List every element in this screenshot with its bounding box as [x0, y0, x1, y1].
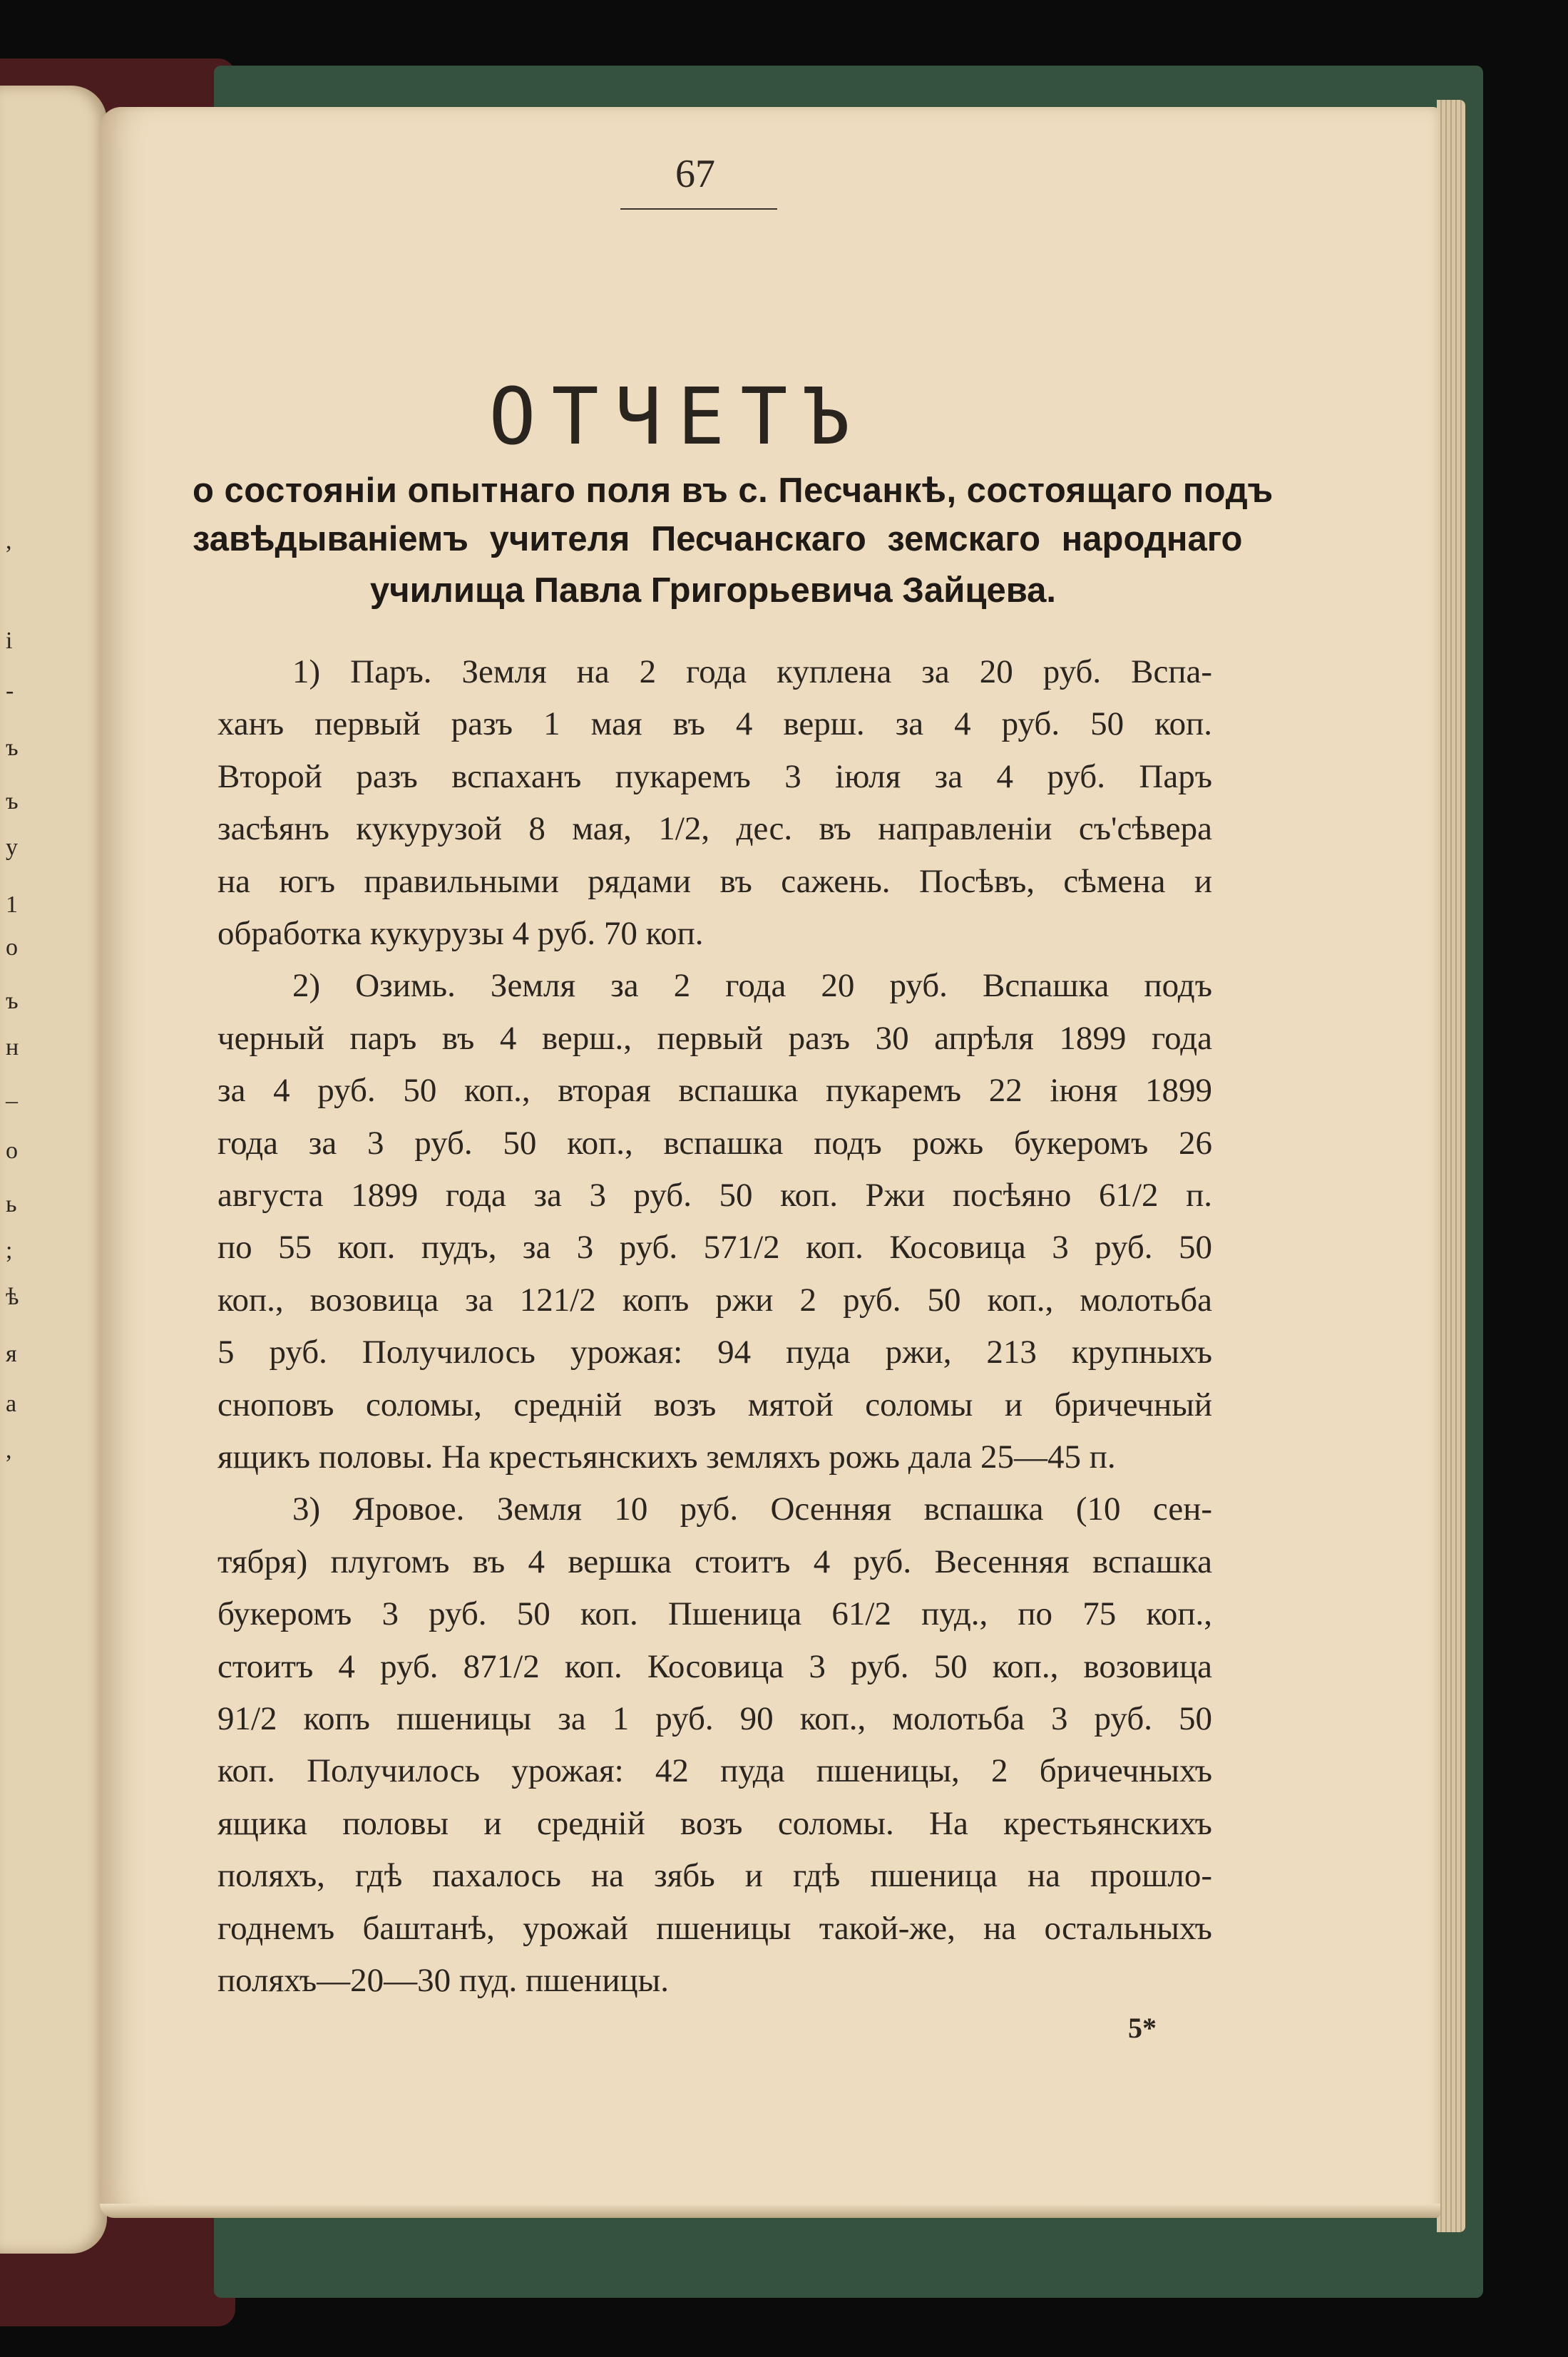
left-margin-char: ь	[6, 1191, 17, 1217]
body-line: на югъ правильными рядами въ сажень. Посѣвъ, сѣмена и	[217, 862, 1212, 900]
left-margin-char: я	[6, 1341, 17, 1367]
body-line: года за 3 руб. 50 коп., вспашка подъ рожь букеромъ 26	[217, 1124, 1212, 1162]
body-line: 3) Яровое. Земля 10 руб. Осенняя вспашка (10 сен-	[292, 1491, 1212, 1528]
left-margin-char: у	[6, 834, 18, 861]
body-line: коп., возовица за 121/2 копъ ржи 2 руб. 50 коп., молотьба	[217, 1281, 1212, 1319]
body-line: поляхъ, гдѣ пахалось на зябь и гдѣ пшеница на прошло-	[217, 1857, 1212, 1895]
left-margin-text	[0, 86, 107, 2254]
subtitle-line: училища Павла Григорьевича Зайцева.	[369, 571, 1057, 610]
body-line: стоитъ 4 руб. 871/2 коп. Косовица 3 руб. 50 коп., возовица	[217, 1647, 1212, 1685]
left-margin-char: ѣ	[6, 1284, 19, 1310]
left-margin-char: ,	[6, 528, 12, 554]
left-margin-char: н	[6, 1034, 19, 1060]
body-line: годнемъ баштанѣ, урожай пшеницы такой-же, на остальныхъ	[217, 1909, 1212, 1947]
body-line: ящикъ половы. На крестьянскихъ земляхъ рожь дала 25—45 п.	[217, 1438, 1116, 1476]
body-line: букеромъ 3 руб. 50 коп. Пшеница 61/2 пуд., по 75 коп.,	[217, 1595, 1212, 1633]
body-line: 91/2 копъ пшеницы за 1 руб. 90 коп., молотьба 3 руб. 50	[217, 1700, 1212, 1737]
left-margin-char: а	[6, 1391, 17, 1417]
left-margin-char: –	[6, 1088, 18, 1114]
body-line: коп. Получилось урожая: 42 пуда пшеницы, 2 бричечныхъ	[217, 1752, 1212, 1790]
body-line: тября) плугомъ въ 4 вершка стоитъ 4 руб. Весенняя вспашка	[217, 1543, 1212, 1580]
page-edges	[1437, 100, 1465, 2232]
body-line: Второй разъ вспаханъ пукаремъ 3 iюля за 4 руб. Паръ	[217, 757, 1212, 795]
subtitle-line: о состоянiи опытнаго поля въ с. Песчанкѣ, состоящаго подъ	[193, 471, 1274, 510]
page-bottom-edge	[100, 2204, 1440, 2218]
subtitle-line: завѣдыванiемъ учителя Песчанскаго земскаго народнаго	[193, 520, 1243, 558]
body-line: сноповъ соломы, среднiй возъ мятой соломы и бричечный	[217, 1386, 1212, 1423]
body-line: черный паръ въ 4 верш., первый разъ 30 апрѣля 1899 года	[217, 1019, 1212, 1057]
body-line: поляхъ—20—30 пуд. пшеницы.	[217, 1962, 669, 1999]
left-page-fragment	[0, 86, 107, 2254]
left-margin-char: -	[6, 678, 14, 704]
left-margin-char: ъ	[6, 788, 19, 814]
body-line: 1) Паръ. Земля на 2 года куплена за 20 руб. Вспа-	[292, 653, 1212, 690]
body-line: ханъ первый разъ 1 мая въ 4 верш. за 4 руб. 50 коп.	[217, 705, 1212, 743]
left-margin-char: о	[6, 934, 18, 961]
body-line: 5 руб. Получилось урожая: 94 пуда ржи, 213 крупныхъ	[217, 1334, 1212, 1371]
body-line: 2) Озимь. Земля за 2 года 20 руб. Вспашка подъ	[292, 967, 1212, 1005]
body-line: засѣянъ кукурузой 8 мая, 1/2, дес. въ направленiи съ'сѣвера	[217, 810, 1212, 848]
left-margin-char: ;	[6, 1237, 13, 1264]
body-line: по 55 коп. пудъ, за 3 руб. 571/2 коп. Косовица 3 руб. 50	[217, 1229, 1212, 1267]
page-number-rule	[620, 208, 777, 210]
left-margin-char: 1	[6, 891, 18, 918]
left-margin-char: о	[6, 1137, 18, 1164]
body-line: обработка кукурузы 4 руб. 70 коп.	[217, 915, 704, 952]
left-margin-char: i	[6, 628, 13, 654]
body-line: за 4 руб. 50 коп., вторая вспашка пукаремъ 22 iюня 1899	[217, 1072, 1212, 1110]
left-margin-char: ъ	[6, 988, 19, 1014]
left-margin-char: ,	[6, 1437, 12, 1463]
body-line: ящика половы и среднiй возъ соломы. На крестьянскихъ	[217, 1804, 1212, 1842]
body-line: августа 1899 года за 3 руб. 50 коп. Ржи посѣяно 61/2 п.	[217, 1177, 1212, 1214]
page-number: 67	[675, 152, 715, 196]
document-heading: ОТЧЕТЪ	[488, 371, 866, 462]
signature-mark: 5*	[1128, 2012, 1157, 2044]
left-margin-char: ъ	[6, 735, 19, 761]
